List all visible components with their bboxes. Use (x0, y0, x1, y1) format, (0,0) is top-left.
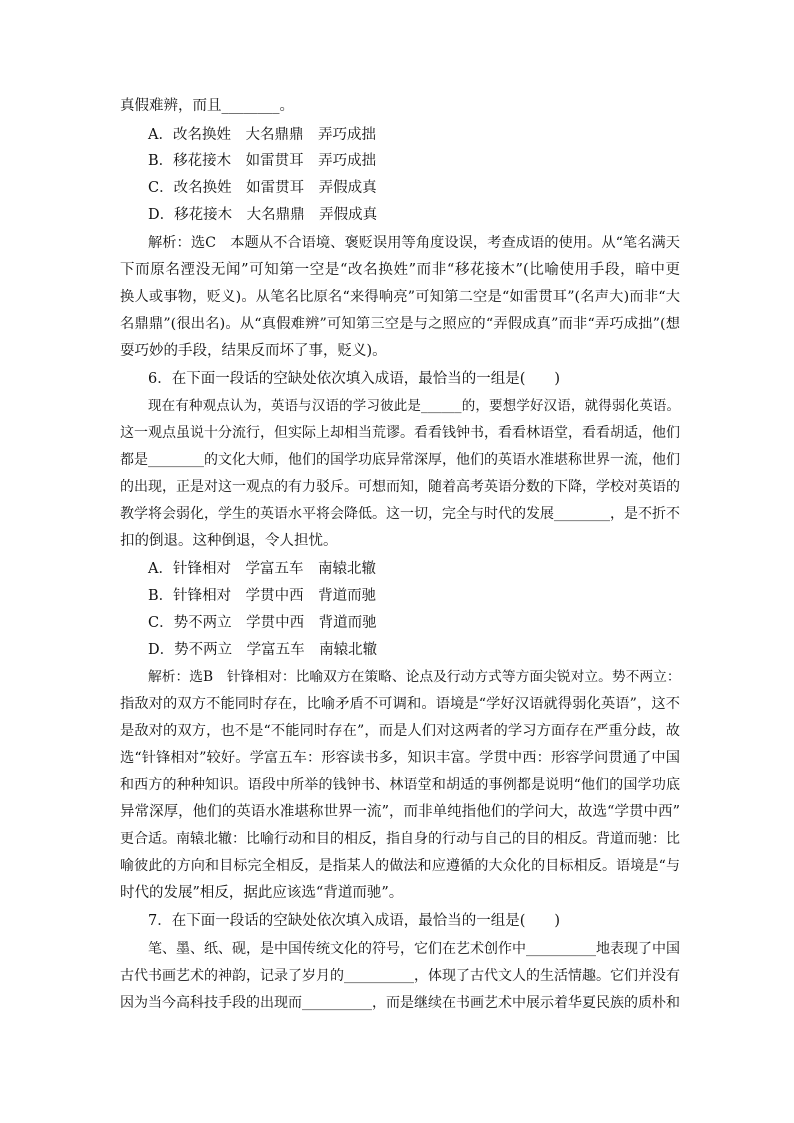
analysis-line: 下而原名湮没无闻”可知第一空是“改名换姓”而非“移花接木”(比喻使用手段，暗中更 (120, 262, 680, 278)
analysis-line: 喻彼此的方向和目标完全相反，是指某人的做法和应遵循的大众化的目标相反。语境是“与 (120, 858, 680, 874)
analysis-line: 更合适。南辕北辙：比喻行动和目的相反，指自身的行动与自己的目的相反。背道而驰：比 (120, 831, 680, 847)
passage-line: 这一观点虽说十分流行，但实际上却相当荒谬。看看钱钟书，看看林语堂，看看胡适，他们 (120, 425, 680, 441)
question-stem-continuation: 真假难辨，而且________。 (120, 98, 294, 114)
analysis-line: 时代的发展”相反，据此应该选“背道而驰”。 (120, 885, 404, 901)
analysis-line: 指敌对的双方不能同时存在，比喻矛盾不可调和。语境是“学好汉语就得弱化英语”，这不 (120, 696, 680, 712)
analysis-line: 名鼎鼎”(很出名)。从“真假难辨”可知第三空是与之照应的“弄假成真”而非“弄巧成拙”(想 (120, 316, 680, 332)
analysis-line: 是敌对的双方，也不是“不能同时存在”，而是人们对这两者的学习方面存在严重分歧，故 (120, 723, 680, 739)
option-d: D．势不两立 学富五车 南辕北辙 (148, 642, 378, 658)
passage-line: 笔、墨、纸、砚，是中国传统文化的符号，它们在艺术创作中__________地表现了中国 (148, 941, 680, 957)
passage-line: 都是________的文化大师，他们的国学功底异常深厚，他们的英语水准堪称世界一流，他们 (120, 452, 680, 468)
passage-line: 的出现，正是对这一观点的有力驳斥。可想而知，随着高考英语分数的下降，学校对英语的 (120, 479, 680, 495)
passage-line: 因为当今高科技手段的出现而__________，而是继续在书画艺术中展示着华夏民族的质朴和 (120, 995, 680, 1011)
option-b: B．移花接木 如雷贯耳 弄巧成拙 (148, 153, 377, 169)
analysis-line: 异常深厚，他们的英语水准堪称世界一流”，而非单纯指他们的学问大，故选“学贯中西” (120, 804, 680, 820)
analysis-line: 解析：选C 本题从不合语境、褒贬误用等角度设误，考查成语的使用。从“笔名满天 (148, 235, 680, 251)
option-a: A．针锋相对 学富五车 南辕北辙 (148, 561, 376, 577)
analysis-line: 解析：选B 针锋相对：比喻双方在策略、论点及行动方式等方面尖锐对立。势不两立： (148, 669, 681, 685)
analysis-line: 和西方的种种知识。语段中所举的钱钟书、林语堂和胡适的事例都是说明“他们的国学功底 (120, 777, 680, 793)
option-c: C．势不两立 学贯中西 背道而驰 (148, 615, 377, 631)
question-7-title: 7．在下面一段话的空缺处依次填入成语，最恰当的一组是( ) (148, 913, 561, 929)
option-a: A．改名换姓 大名鼎鼎 弄巧成拙 (148, 127, 376, 143)
analysis-line: 换人或事物，贬义)。从笔名比原名“来得响亮”可知第二空是“如雷贯耳”(名声大)而非“大 (120, 289, 680, 305)
analysis-line: 耍巧妙的手段，结果反而坏了事，贬义)。 (120, 343, 387, 359)
option-c: C．改名换姓 如雷贯耳 弄假成真 (148, 180, 377, 196)
passage-line: 教学将会弱化，学生的英语水平将会降低。这一切，完全与时代的发展________，是不折不 (120, 506, 680, 522)
passage-line: 古代书画艺术的神韵，记录了岁月的__________，体现了古代文人的生活情趣。它们并没有 (120, 968, 680, 984)
question-6-title: 6．在下面一段话的空缺处依次填入成语，最恰当的一组是( ) (148, 371, 561, 387)
option-b: B．针锋相对 学贯中西 背道而驰 (148, 588, 377, 604)
passage-line: 扣的倒退。这种倒退，令人担忧。 (120, 533, 338, 549)
option-d: D．移花接木 大名鼎鼎 弄假成真 (148, 207, 378, 223)
analysis-line: 选“针锋相对”较好。学富五车：形容读书多，知识丰富。学贯中西：形容学问贯通了中国 (120, 750, 680, 766)
passage-line: 现在有种观点认为，英语与汉语的学习彼此是______的，要想学好汉语，就得弱化英语。 (148, 398, 680, 414)
